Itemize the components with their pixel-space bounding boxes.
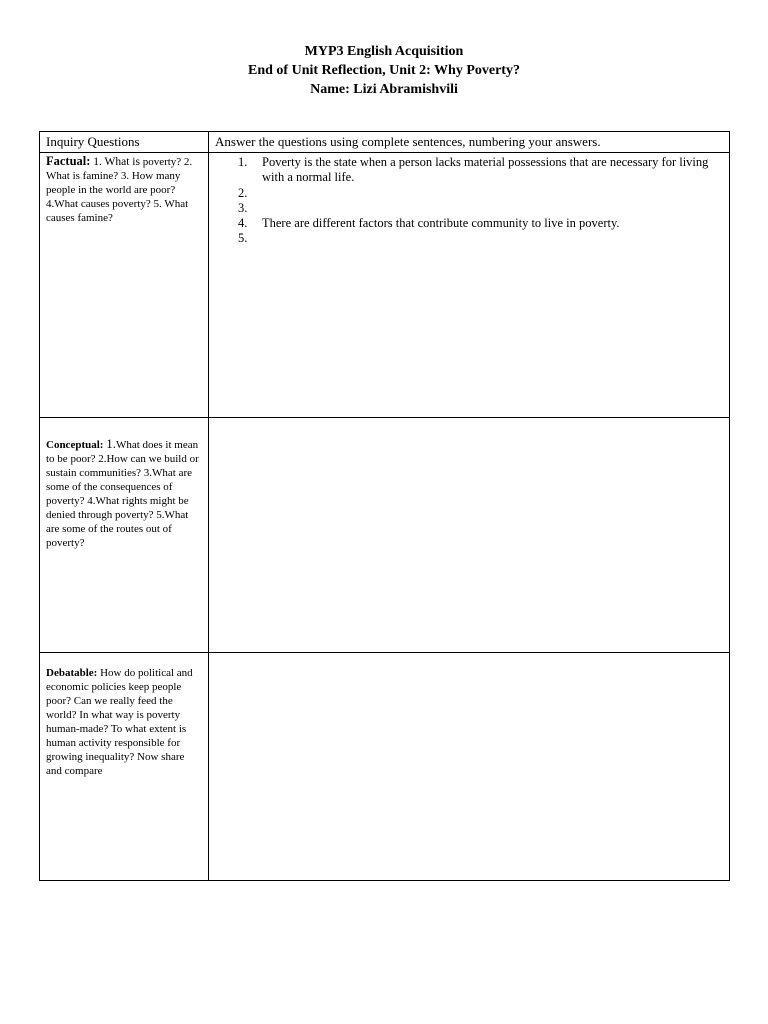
conceptual-questions-cell	[40, 418, 209, 653]
debatable-row	[40, 653, 730, 881]
list-item	[209, 186, 721, 201]
list-item	[209, 216, 721, 231]
conceptual-answers-cell[interactable]	[209, 418, 730, 653]
table-header-row	[40, 132, 730, 153]
debatable-answers-cell[interactable]	[209, 653, 730, 881]
debatable-questions-text: How do political and economic policies keep people poor? Can we really feed the world? In what way is poverty human-made? To what extent is human activity responsible for growing inequality? Now share and compare	[46, 667, 193, 777]
unit-title: End of Unit Reflection, Unit 2: Why Poverty?	[248, 63, 520, 78]
answer-number: 4.	[238, 216, 248, 231]
list-item	[209, 155, 721, 186]
conceptual-questions-text: What does it mean to be poor? 2.How can we build or sustain communities? 3.What are some of the consequences of poverty? 4.What rights might be denied through poverty? 5.What are some of the routes out of poverty?	[46, 439, 199, 549]
factual-answer-list	[209, 155, 721, 247]
debatable-questions-cell	[40, 653, 209, 881]
document-header	[0, 42, 768, 99]
answer-text: Poverty is the state when a person lacks material possessions that are necessary for living with a normal life.	[262, 155, 709, 185]
list-item	[209, 231, 721, 246]
header-answer-instructions: Answer the questions using complete sentences, numbering your answers.	[209, 132, 730, 153]
answer-number: 1.	[238, 155, 248, 169]
factual-questions-cell	[40, 153, 209, 418]
answer-number: 5.	[238, 231, 248, 246]
factual-first-question: 1. What is	[93, 156, 140, 168]
conceptual-first-question: 1.	[106, 436, 116, 451]
conceptual-label: Conceptual:	[46, 439, 104, 451]
factual-row	[40, 153, 730, 418]
answer-text: There are different factors that contribute community to live in poverty.	[262, 216, 620, 231]
factual-questions-text: poverty? 2. What is famine? 3. How many people in the world are poor? 4.What causes poverty? 5. What causes famine?	[46, 156, 193, 224]
conceptual-row	[40, 418, 730, 653]
header-inquiry-questions: Inquiry Questions	[40, 132, 209, 153]
reflection-table	[39, 131, 730, 881]
answer-number: 3.	[238, 200, 248, 215]
answer-number: 2.	[238, 185, 248, 200]
course-title: MYP3 English Acquisition	[304, 44, 464, 59]
student-name: Name: Lizi Abramishvili	[310, 82, 458, 97]
list-item	[209, 201, 721, 216]
factual-answers-cell[interactable]	[209, 153, 730, 418]
debatable-label: Debatable:	[46, 667, 98, 679]
factual-label: Factual:	[46, 154, 91, 168]
